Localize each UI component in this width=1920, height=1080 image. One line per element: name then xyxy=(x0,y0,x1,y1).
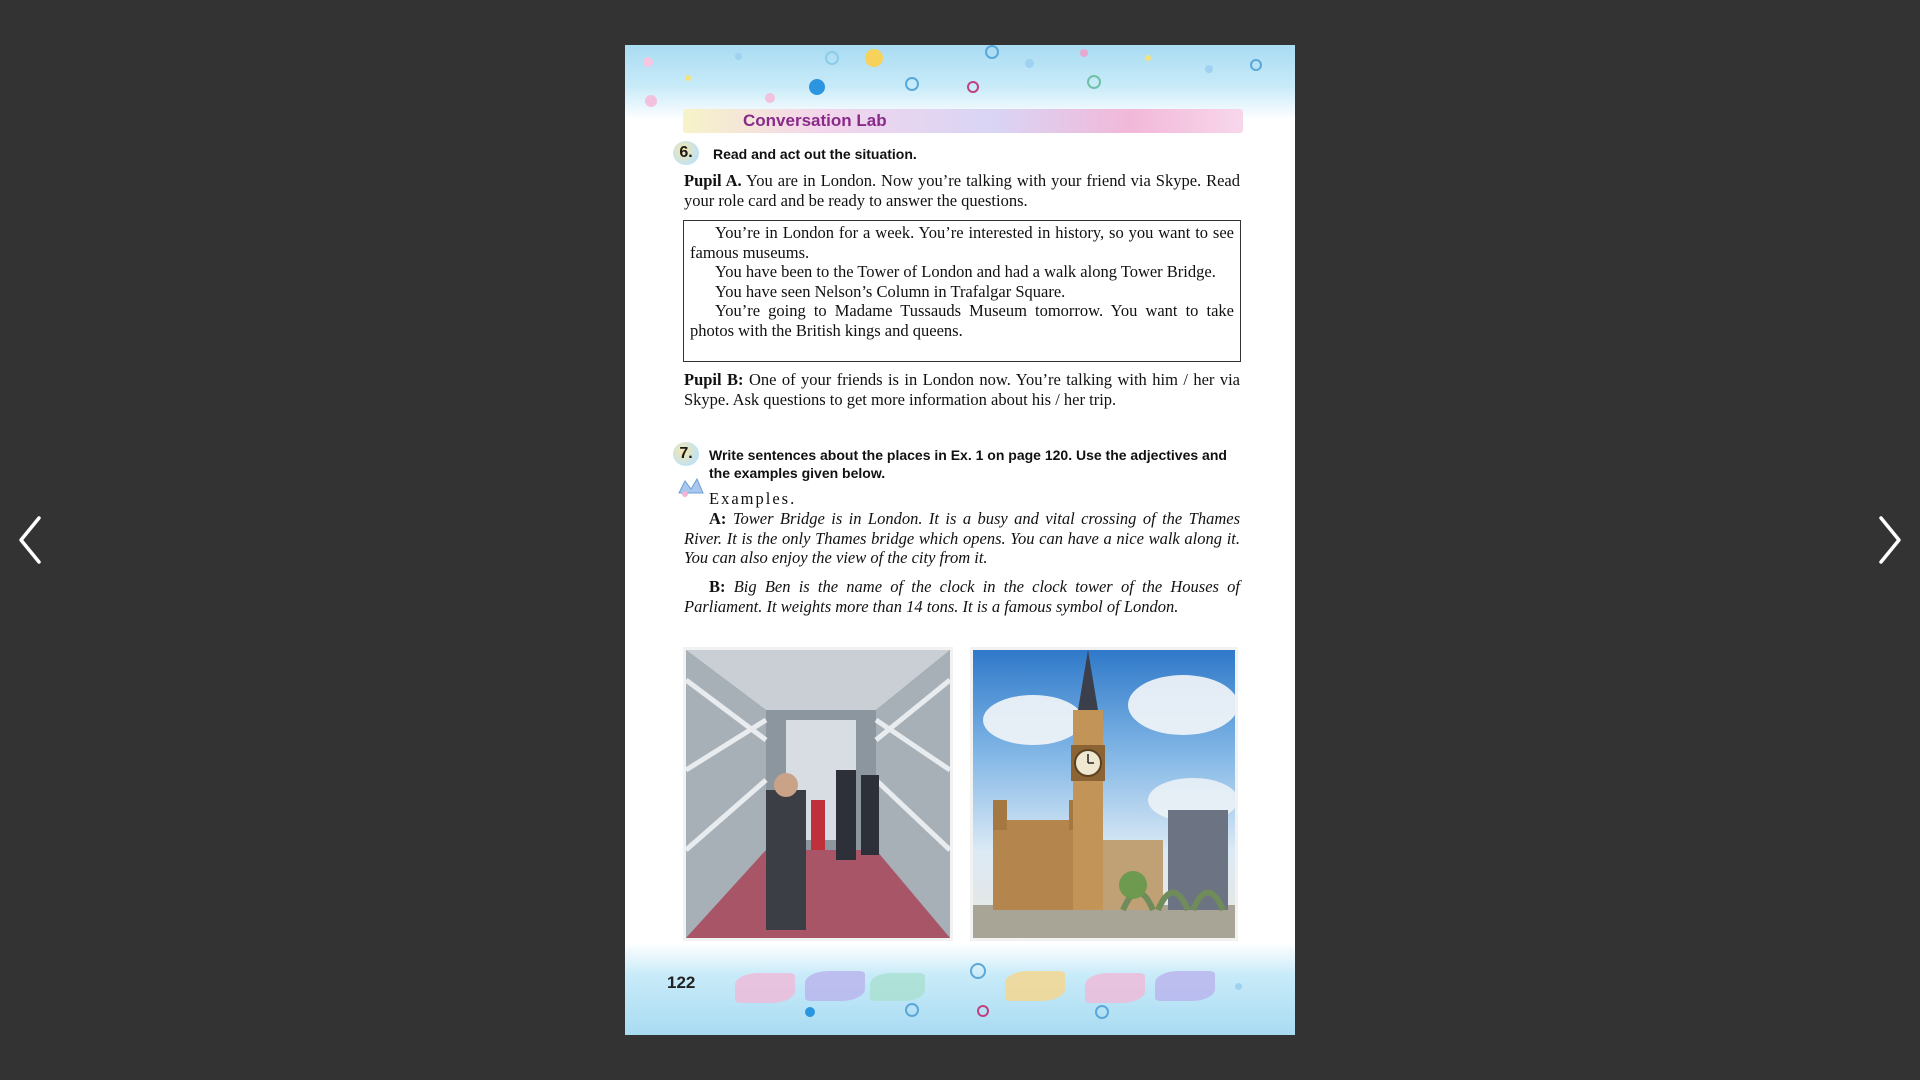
examples-label: Examples. xyxy=(709,489,797,508)
exercise-7-instruction xyxy=(709,446,1227,482)
pupil-b-label: Pupil B: xyxy=(684,370,744,389)
tower-bridge-walkway-photo xyxy=(683,647,953,941)
pupil-a-text: You are in London. Now you’re talking with your friend via Skype. Read your role card and be ready to answer the questions. xyxy=(684,171,1241,210)
chevron-left-icon xyxy=(15,514,45,566)
pupil-b-paragraph xyxy=(684,370,1240,409)
example-a-label: A: xyxy=(709,509,727,528)
instruction-line: the examples given below. xyxy=(709,465,886,481)
page-number: 122 xyxy=(667,973,696,992)
page-footer-decoration xyxy=(625,943,1295,1035)
section-header-banner xyxy=(683,109,1243,133)
previous-page-button[interactable] xyxy=(0,505,60,575)
example-b-text: Big Ben is the name of the clock in the clock tower of the Houses of Parliament. It weights more than 14 tons. It is a famous symbol of London. xyxy=(684,577,1240,616)
example-b-label: B: xyxy=(709,577,726,596)
big-ben-image xyxy=(973,650,1235,938)
example-a-text: Tower Bridge is in London. It is a busy and vital crossing of the Thames River. It is the only Thames bridge which opens. You can have a nice walk along it. You can also enjoy the view of the city from it. xyxy=(684,509,1240,568)
pupil-b-text: One of your friends is in London now. You’re talking with him / her via Skype. Ask questions to get more information about his / her trip. xyxy=(684,370,1240,409)
role-card-line: You’re in London for a week. You’re interested in history, so you want to see famous museums. xyxy=(690,223,1234,262)
pupil-a-paragraph xyxy=(684,171,1240,210)
example-b xyxy=(684,577,1240,616)
role-card-line: You have been to the Tower of London and had a walk along Tower Bridge. xyxy=(715,262,1216,282)
exercise-6-instruction: Read and act out the situation. xyxy=(713,146,917,162)
pupil-a-label: Pupil A. xyxy=(684,171,742,190)
exercise-6-badge xyxy=(669,141,703,165)
role-card xyxy=(683,220,1241,362)
instruction-line: Write sentences about the places in Ex. 1 on page 120. Use the adjectives and xyxy=(709,447,1227,463)
pencil-icon xyxy=(675,475,707,499)
chevron-right-icon xyxy=(1875,514,1905,566)
tower-bridge-walkway-image xyxy=(686,650,950,938)
exercise-number: 6. xyxy=(679,144,693,161)
section-title: Conversation Lab xyxy=(743,111,887,130)
document-page xyxy=(625,45,1295,1035)
role-card-line: You’re going to Madame Tussauds Museum tomorrow. You want to take photos with the British kings and queens. xyxy=(690,301,1234,340)
exercise-7-badge xyxy=(669,442,703,466)
example-a xyxy=(684,509,1240,568)
big-ben-photo xyxy=(970,647,1238,941)
role-card-line: You have seen Nelson’s Column in Trafalgar Square. xyxy=(715,281,1066,301)
next-page-button[interactable] xyxy=(1860,505,1920,575)
exercise-number: 7. xyxy=(679,445,693,462)
